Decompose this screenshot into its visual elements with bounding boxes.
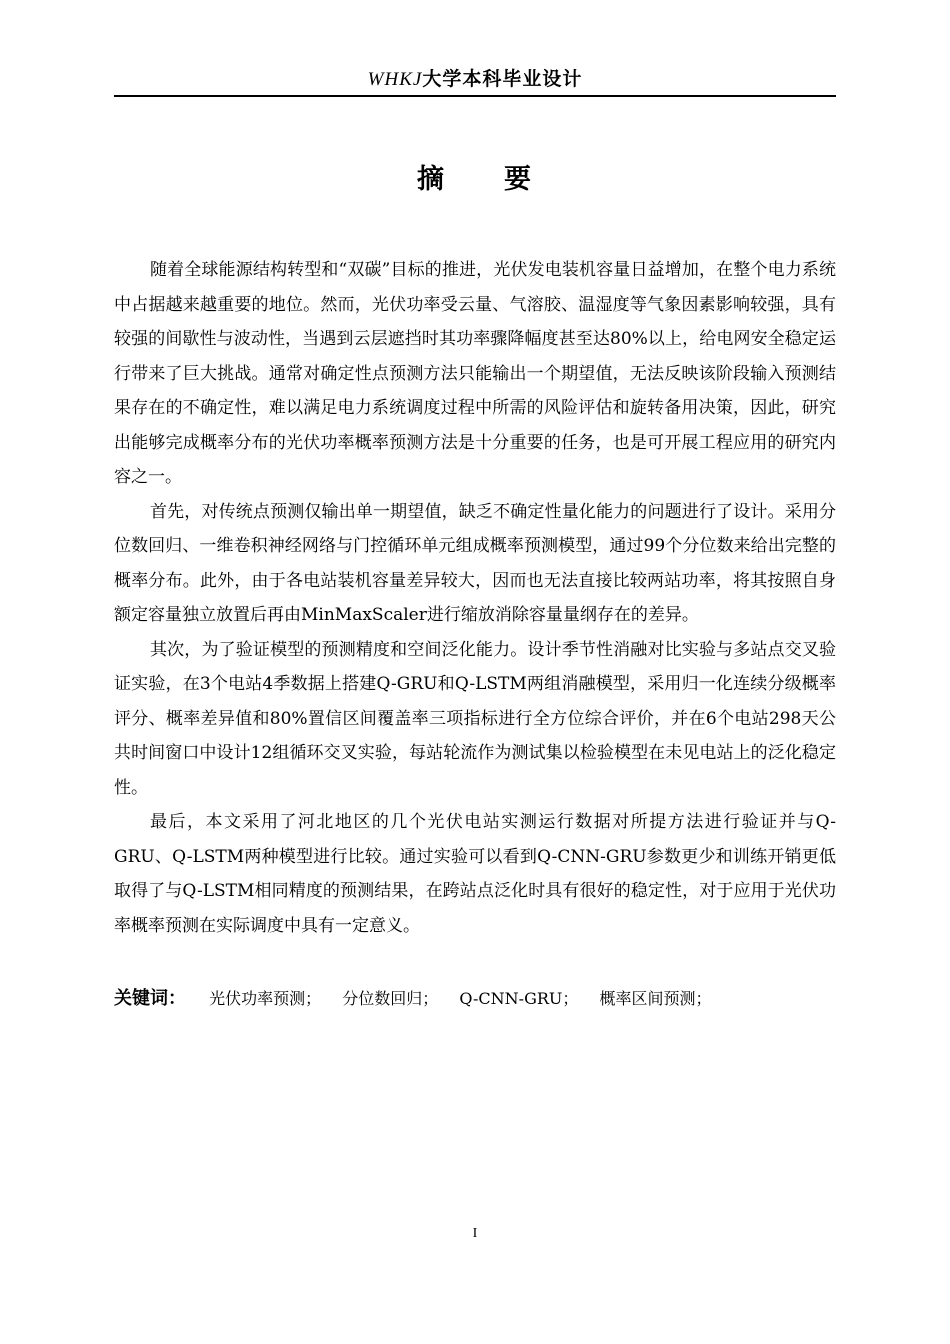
header-rule [114,95,836,97]
abstract-paragraph-4: 最后，本文采用了河北地区的几个光伏电站实测运行数据对所提方法进行验证并与Q-GRU、Q-LSTM两种模型进行比较。通过实验可以看到Q-CNN-GRU参数更少和训练开销更低取得了与Q-LSTM相同精度的预测结果，在跨站点泛化时具有很好的稳定性，对于应用于光伏功率概率预测在实际调度中具有一定意义。 [114,812,836,936]
header-university-code: WHKJ [367,69,423,90]
keyword-item: 光伏功率预测； [209,989,322,1008]
keywords-line [114,982,836,1016]
abstract-title: 摘 要 [417,164,533,195]
page-number: I [472,1226,478,1241]
abstract-paragraph-1: 随着全球能源结构转型和“双碳”目标的推进，光伏发电装机容量日益增加，在整个电力系统中占据越来越重要的地位。然而，光伏功率受云量、气溶胶、温湿度等气象因素影响较强，具有较强的间歇性与波动性，当遇到云层遮挡时其功率骤降幅度甚至达80%以上，给电网安全稳定运行带来了巨大挑战。通常对确定性点预测方法只能输出一个期望值，无法反映该阶段输入预测结果存在的不确定性，难以满足电力系统调度过程中所需的风险评估和旋转备用决策，因此，研究出能够完成概率分布的光伏功率概率预测方法是十分重要的任务，也是可开展工程应用的研究内容之一。 [114,260,836,487]
keywords-label: 关键词： [114,988,186,1009]
keyword-item: Q-CNN-GRU； [459,989,579,1008]
abstract-body [114,253,836,943]
running-header [114,66,836,93]
abstract-paragraph-2: 首先，对传统点预测仅输出单一期望值，缺乏不确定性量化能力的问题进行了设计。采用分位数回归、一维卷积神经网络与门控循环单元组成概率预测模型，通过99个分位数来给出完整的概率分布。此外，由于各电站装机容量差异较大，因而也无法直接比较两站功率，将其按照自身额定容量独立放置后再由MinMaxScaler进行缩放消除容量量纲存在的差异。 [114,501,836,625]
keyword-item: 分位数回归； [342,989,439,1008]
keyword-item: 概率区间预测； [599,989,712,1008]
abstract-paragraph-3: 其次，为了验证模型的预测精度和空间泛化能力。设计季节性消融对比实验与多站点交叉验证实验，在3个电站4季数据上搭建Q-GRU和Q-LSTM两组消融模型，采用归一化连续分级概率评分、概率差异值和80%置信区间覆盖率三项指标进行全方位综合评价，并在6个电站298天公共时间窗口中设计12组循环交叉实验，每站轮流作为测试集以检验模型在未见电站上的泛化稳定性。 [114,639,836,798]
header-thesis-type: 大学本科毕业设计 [422,68,583,90]
